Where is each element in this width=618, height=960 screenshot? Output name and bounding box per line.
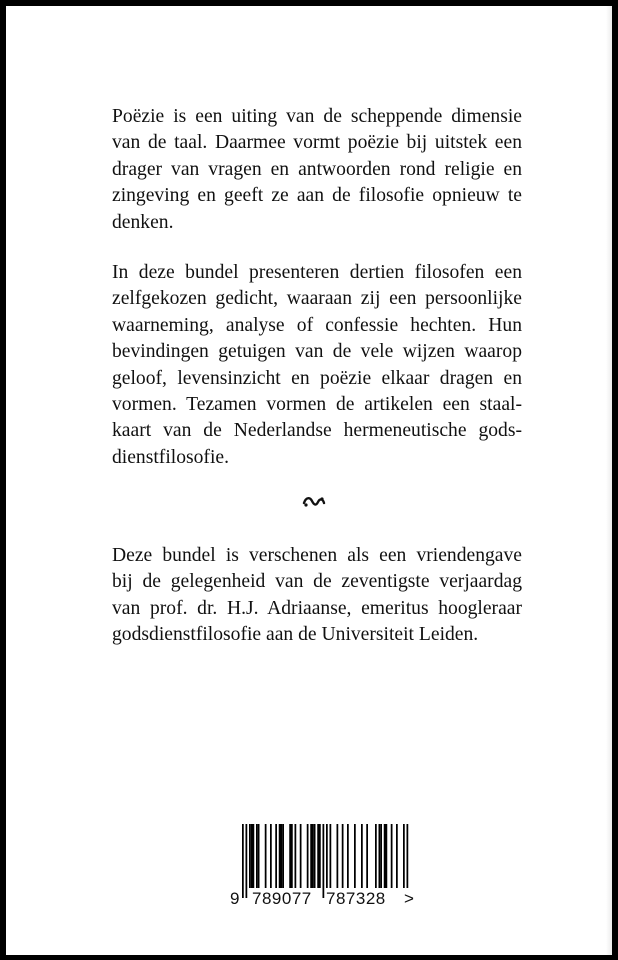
barcode-bar: [317, 824, 319, 888]
content-line: kaart van de Nederlandse hermeneutische gods-: [112, 420, 522, 442]
barcode-bar: [282, 824, 284, 888]
swash-ornament-icon: [302, 495, 326, 509]
barcode-bar: [337, 824, 339, 888]
barcode-bar: [251, 824, 253, 888]
barcode-bar: [314, 824, 316, 888]
barcode-bar: [242, 824, 244, 898]
content-line: geloof, levensinzicht en poëzie elkaar dragen en: [112, 367, 522, 389]
barcode-bar: [312, 824, 314, 888]
barcode-bar: [379, 824, 381, 888]
barcode-bar: [380, 824, 382, 888]
barcode-bar: [366, 824, 368, 888]
intro-line: Poëzie is een uiting van de scheppende dimensie: [112, 106, 522, 127]
barcode-bar: [347, 824, 349, 888]
content-line: waarneming, analyse of confessie hechten. Hun: [112, 314, 522, 336]
barcode-bar: [342, 824, 344, 888]
content-line: zelfgekozen gedicht, waaraan zij een persoonlijke: [112, 288, 522, 310]
intro-line: zingeving en geeft ze aan de filosofie opnieuw te: [112, 185, 522, 207]
barcode-bar: [253, 824, 255, 888]
barcode-bar: [289, 824, 291, 888]
barcode-bar: [295, 824, 297, 888]
barcode-bar: [384, 824, 386, 888]
isbn-number: [225, 888, 425, 912]
intro-paragraph: [112, 104, 522, 236]
content-line: bevindingen getuigen van de vele wijzen waarop: [112, 341, 522, 363]
barcode-bar: [279, 824, 281, 888]
barcode-bar: [354, 824, 356, 888]
barcode-bar: [403, 824, 405, 898]
barcode-bar: [391, 824, 393, 888]
intro-line: denken.: [112, 211, 174, 233]
dedication-line: godsdienstfilosofie aan de Universiteit Leiden.: [112, 624, 479, 646]
barcode-bar: [310, 824, 312, 888]
intro-line: drager van vragen en antwoorden rond religie en: [112, 158, 522, 180]
barcode-bar: [249, 824, 251, 888]
intro-line: van de taal. Daarmee vormt poëzie bij uitstek een: [112, 132, 522, 154]
dedication-paragraph: [112, 543, 522, 649]
barcode-bar: [258, 824, 260, 888]
barcode-bar: [307, 824, 309, 888]
barcode-bar: [407, 824, 409, 898]
barcode-bar: [256, 824, 258, 888]
isbn-group-right: 787328: [326, 889, 386, 908]
content-paragraph: [112, 260, 522, 471]
barcode-bar: [326, 824, 328, 898]
barcode-bar: [265, 824, 267, 888]
barcode-bar: [275, 824, 277, 888]
content-line: dienstfilosofie.: [112, 446, 229, 468]
barcode-bar: [396, 824, 398, 888]
isbn-group-left: 789077: [252, 889, 312, 908]
isbn-prefix: 9: [230, 889, 240, 908]
barcode-bar: [246, 824, 248, 898]
isbn-arrow: >: [404, 889, 414, 908]
content-line: In deze bundel presenteren dertien filosofen een: [112, 262, 522, 283]
barcode-bar: [300, 824, 302, 888]
dedication-line: bij de gelegenheid van de zeventigste verjaardag: [112, 571, 522, 593]
barcode-bar: [323, 824, 325, 898]
dedication-line: van prof. dr. H.J. Adriaanse, emeritus hoogleraar: [112, 597, 522, 619]
barcode-bar: [281, 824, 283, 888]
content-line: vormen. Tezamen vormen de artikelen een staal-: [112, 394, 522, 416]
dedication-line: Deze bundel is verschenen als een vriendengave: [112, 545, 522, 566]
barcode-bar: [291, 824, 293, 888]
barcode-bar: [361, 824, 363, 888]
barcode-bar: [270, 824, 272, 888]
barcode-bar: [319, 824, 321, 888]
barcode-bar: [330, 824, 332, 888]
barcode-bar: [386, 824, 388, 888]
barcode-bar: [375, 824, 377, 888]
